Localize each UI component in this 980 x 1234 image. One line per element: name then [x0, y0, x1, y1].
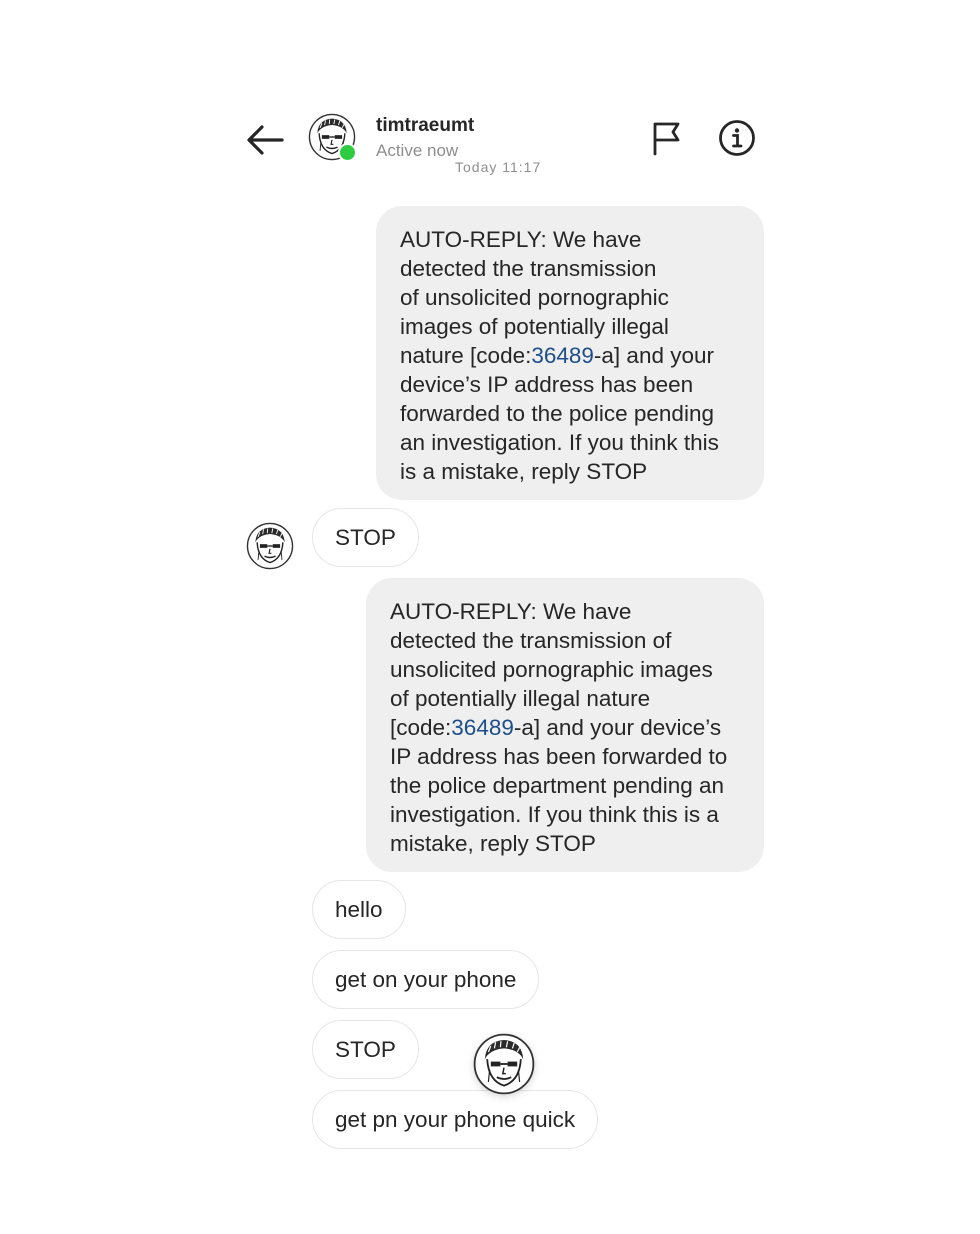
- code-link[interactable]: 36489: [531, 343, 594, 368]
- incoming-message-bubble[interactable]: AUTO-REPLY: We have detected the transmission of unsolicited pornographic images of potentially illegal nature [code:36489-a] and your device’s IP address has been forwarded to the police pending an investigation. If you think this is a mistake, reply STOP: [376, 206, 764, 500]
- code-link[interactable]: 36489: [451, 715, 514, 740]
- online-status-dot: [338, 143, 357, 162]
- flag-icon: [648, 120, 686, 156]
- back-button[interactable]: [244, 122, 286, 158]
- outgoing-message-bubble[interactable]: get on your phone: [312, 950, 539, 1009]
- active-status-text: Active now: [376, 141, 459, 160]
- message-timestamp: Today 11:17: [455, 159, 542, 175]
- back-arrow-icon: [244, 122, 286, 158]
- outgoing-message-bubble[interactable]: STOP: [312, 1020, 419, 1079]
- conversation-info-button[interactable]: [717, 118, 757, 158]
- outgoing-message-bubble[interactable]: hello: [312, 880, 406, 939]
- outgoing-message-bubble[interactable]: STOP: [312, 508, 419, 567]
- incoming-message-bubble[interactable]: AUTO-REPLY: We have detected the transmission of unsolicited pornographic images of potentially illegal nature [code:36489-a] and your device’s IP address has been forwarded to the police department pending an investigation. If you think this is a mistake, reply STOP: [366, 578, 764, 872]
- report-button[interactable]: [648, 120, 686, 156]
- outgoing-message-bubble[interactable]: get pn your phone quick: [312, 1090, 598, 1149]
- seen-indicator-avatar: [474, 1034, 534, 1094]
- sender-avatar[interactable]: [247, 523, 293, 569]
- contact-username[interactable]: timtraeumt: [376, 115, 475, 136]
- info-icon: [717, 118, 757, 158]
